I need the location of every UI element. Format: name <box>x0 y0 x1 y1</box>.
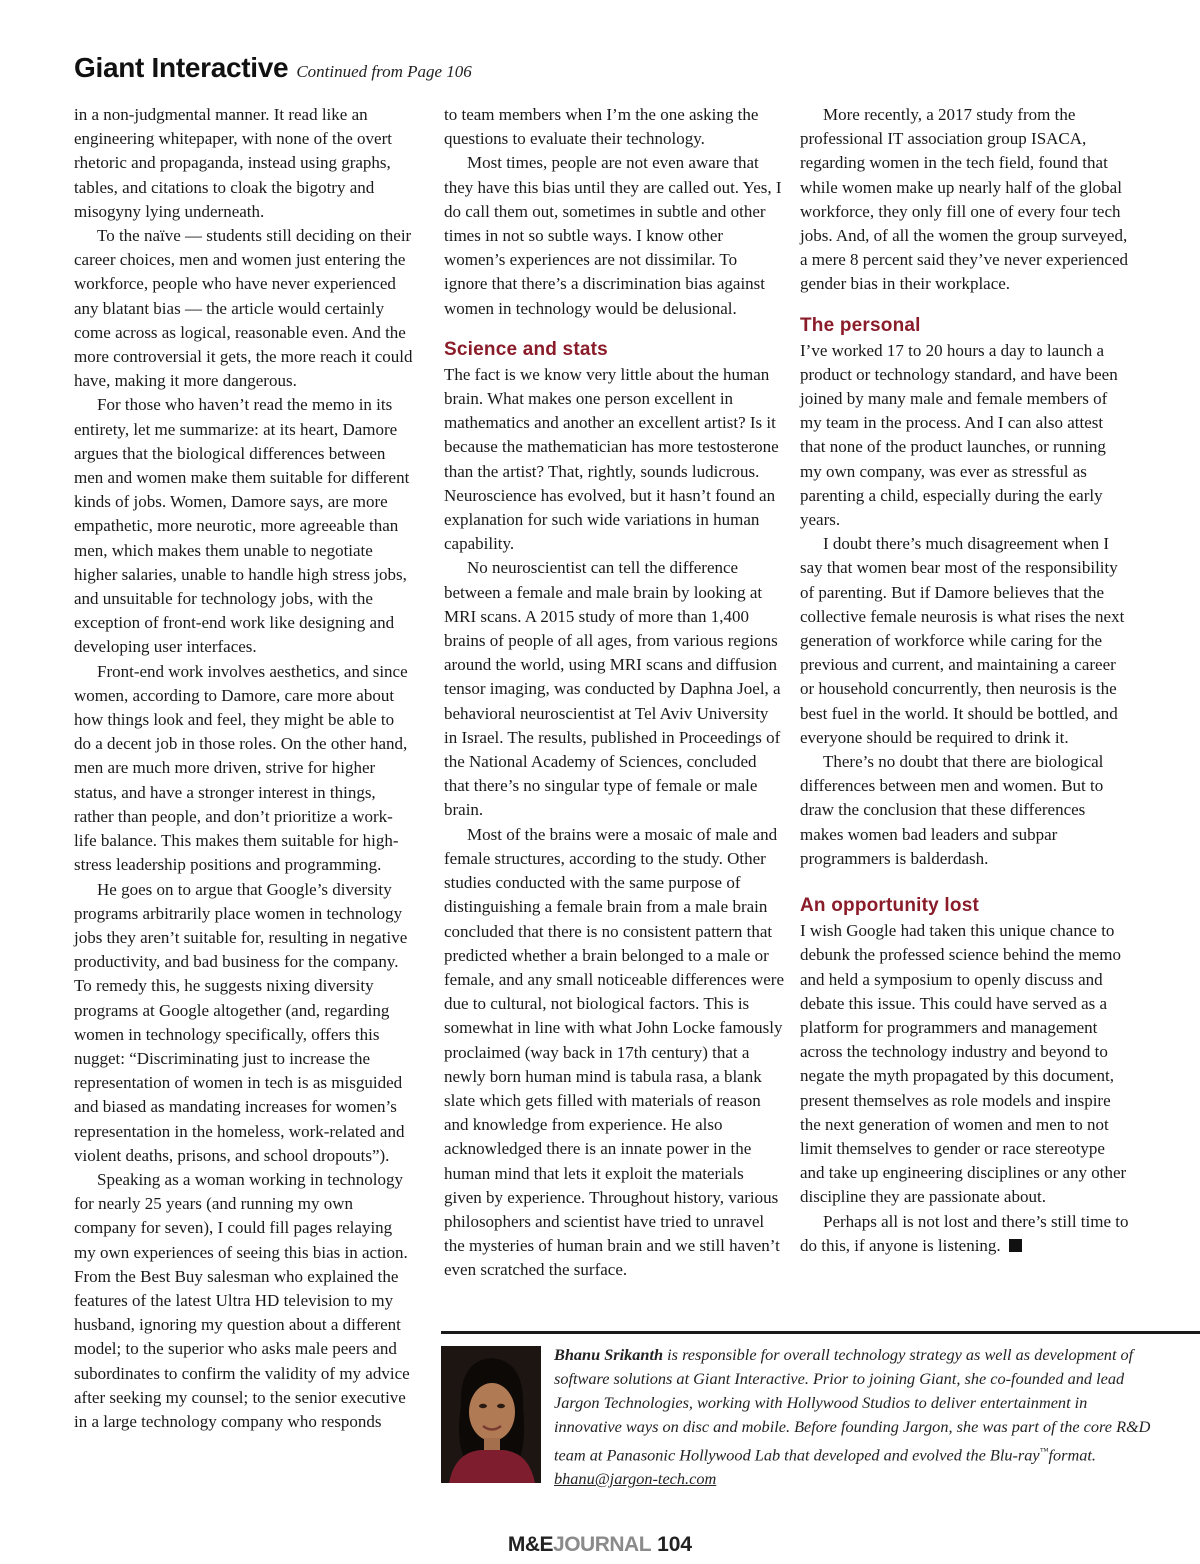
paragraph: I doubt there’s much disagreement when I say that women bear most of the responsibility of parenting. But if Damore believes that the collective female neurosis is what rises the next generation of workforce while caring for the previous and current, and maintaining a career or household concurrently, then neurosis is the best fuel in the world. It should be bottled, and everyone should be required to drink it. <box>800 534 1125 747</box>
subheading-science: Science and stats <box>444 338 608 360</box>
journal-name-part2: JOURNAL <box>553 1533 652 1556</box>
paragraph: Most of the brains were a mosaic of male and female structures, according to the study. Other studies conducted with the same purpose of distinguishing a female brain from a male brain concluded that there is no consistent pattern that predicted whether a brain belonged to a male or female, and any small noticeable differences were due to cultural, not biological factors. This is somewhat in line with what John Locke famously proclaimed (way back in 17th century) that a newly born human mind is tabula rasa, a blank slate which gets filled with materials of reason and knowledge from experience. He also acknowledged there is an innate power in the human mind that lets it exploit the materials given by experience. Throughout history, various philosophers and scientist have tried to unravel the mysteries of human brain and we still haven’t even scratched the surface. <box>444 824 784 1280</box>
column-2 <box>444 103 784 1283</box>
author-name: Bhanu Srikanth <box>554 1345 664 1364</box>
paragraph: There’s no doubt that there are biological differences between men and women. But to draw the conclusion that these differences makes women bad leaders and subpar programmers is balderdash. <box>800 752 1104 868</box>
end-mark-icon <box>1009 1239 1022 1252</box>
author-bio <box>554 1343 1154 1491</box>
page-number: 104 <box>657 1533 693 1556</box>
bio-text: is responsible for overall technology strategy as well as development of software solutions at Giant Interactive. Prior to joining Giant, she co-founded and lead Jargon Technologies, working with Hollywood Studios to deliver entertainment in innovative ways on disc and mobile. Before founding Jargon, she was part of the core R&D team at Panasonic Hollywood Lab that developed and evolved the Blu-ray <box>554 1345 1151 1465</box>
paragraph: To the naïve — students still deciding on their career choices, men and women just entering the workforce, people who have never experienced any blatant bias — the article would certainly come across as logical, reasonable even. And the more controversial it gets, the more reach it could have, making it more dangerous. <box>74 226 413 391</box>
paragraph: I’ve worked 17 to 20 hours a day to launch a product or technology standard, and have been joined by many male and female members of my team in the process. And I can also attest that none of the product launches, or running my own company, was ever as stressful as parenting a child, especially during the early years. <box>800 340 1118 530</box>
paragraph: The fact is we know very little about the human brain. What makes one person excellent in mathematics and another an excellent artist? Is it because the mathematician has more testosterone than the artist? That, rightly, sounds ludicrous. Neuroscience has evolved, but it hasn’t found an explanation for such wide variations in human capability. <box>444 364 779 554</box>
subheading-personal: The personal <box>800 314 921 336</box>
paragraph: Most times, people are not even aware that they have this bias until they are called out. Yes, I do call them out, sometimes in subtle and other times in not so subtle ways. I know other women’s experiences are not dissimilar. To ignore that there’s a discrimination bias against women in technology would be delusional. <box>444 153 782 318</box>
author-photo <box>441 1346 541 1483</box>
trademark-symbol: ™ <box>1039 1446 1049 1456</box>
journal-name-part1: M&E <box>507 1533 554 1556</box>
paragraph: No neuroscientist can tell the difference between a female and male brain by looking at MRI scans. A 2015 study of more than 1,400 brains of people of all ages, from various regions around the world, using MRI scans and diffusion tensor imaging, was conducted by Daphna Joel, a behavioral neuroscientist at Tel Aviv University in Israel. The results, published in Proceedings of the National Academy of Sciences, concluded that there’s no singular type of female or male brain. <box>444 558 781 820</box>
column-1 <box>74 103 414 1434</box>
bio-text-end: format. <box>1048 1445 1096 1465</box>
closing-text: Perhaps all is not lost and there’s still time to do this, if anyone is listening. <box>800 1211 1129 1255</box>
author-portrait-icon <box>441 1346 541 1483</box>
column-3 <box>800 103 1130 1258</box>
page-footer <box>0 1533 1200 1557</box>
paragraph: I wish Google had taken this unique chance to debunk the professed science behind the memo and held a symposium to openly discuss and debate this issue. This could have served as a platform for programmers and management across the technology industry and beyond to negate the myth propagated by this document, present themselves as role models and inspire the next generation of women and men to not limit themselves to gender or race stereotype and take up engineering disciplines or any other discipline they are passionate about. <box>800 921 1127 1207</box>
continued-note: Continued from Page 106 <box>296 62 472 81</box>
paragraph: in a non-judgmental manner. It read like an engineering whitepaper, with none of the overt rhetoric and propaganda, instead using graphs, tables, and citations to cloak the bigotry and misogyny lying underneath. <box>74 105 392 221</box>
author-email-link[interactable]: bhanu@jargon-tech.com <box>554 1469 717 1489</box>
paragraph <box>800 1210 1130 1258</box>
paragraph: Front-end work involves aesthetics, and since women, according to Damore, care more about how things look and feel, they might be able to do a decent job in those roles. On the other hand, men are much more driven, strive for higher status, and have a stronger interest in things, rather than people, and don’t prioritize a work-life balance. This makes them suitable for high-stress leadership positions and programming. <box>74 661 408 875</box>
bio-divider <box>441 1331 1200 1334</box>
paragraph: More recently, a 2017 study from the professional IT association group ISACA, regarding women in the tech field, found that while women make up nearly half of the global workforce, they only fill one of every four tech jobs. And, of all the women the group surveyed, a mere 8 percent said they’ve never experienced gender bias in their workplace. <box>800 105 1129 294</box>
paragraph: Speaking as a woman working in technology for nearly 25 years (and running my own company for seven), I could fill pages relaying my own experiences of seeing this bias in action. From the Best Buy salesman who explained the features of the latest Ultra HD television to my husband, ignoring my question about a different model; to the superior who asks male peers and subordinates to confirm the validity of my advice after seeking my counsel; to the senior executive in a large technology company who responds <box>74 1169 410 1431</box>
section-title: Giant Interactive <box>74 52 289 83</box>
paragraph: He goes on to argue that Google’s diversity programs arbitrarily place women in technology jobs they aren’t suitable for, resulting in negative productivity, and bad business for the company. To remedy this, he suggests nixing diversity programs at Google altogether (and, regarding women in technology specifically, offers this nugget: “Discriminating just to increase the representation of women in tech is as misguided and biased as mandating increases for women’s representation in the homeless, work-related and violent deaths, prisons, and school dropouts”). <box>74 879 408 1165</box>
paragraph: For those who haven’t read the memo in its entirety, let me summarize: at its heart, Damore argues that the biological differences between men and women make them suitable for different kinds of jobs. Women, Damore says, are more empathetic, more neurotic, more agreeable than men, which makes them unable to negotiate higher salaries, unable to handle high stress jobs, and unsuitable for technology jobs, with the exception of front-end work like designing and developing user interfaces. <box>74 395 410 657</box>
paragraph: to team members when I’m the one asking the questions to evaluate their technology. <box>444 105 759 149</box>
article-header <box>74 52 472 84</box>
subheading-opportunity: An opportunity lost <box>800 895 979 917</box>
